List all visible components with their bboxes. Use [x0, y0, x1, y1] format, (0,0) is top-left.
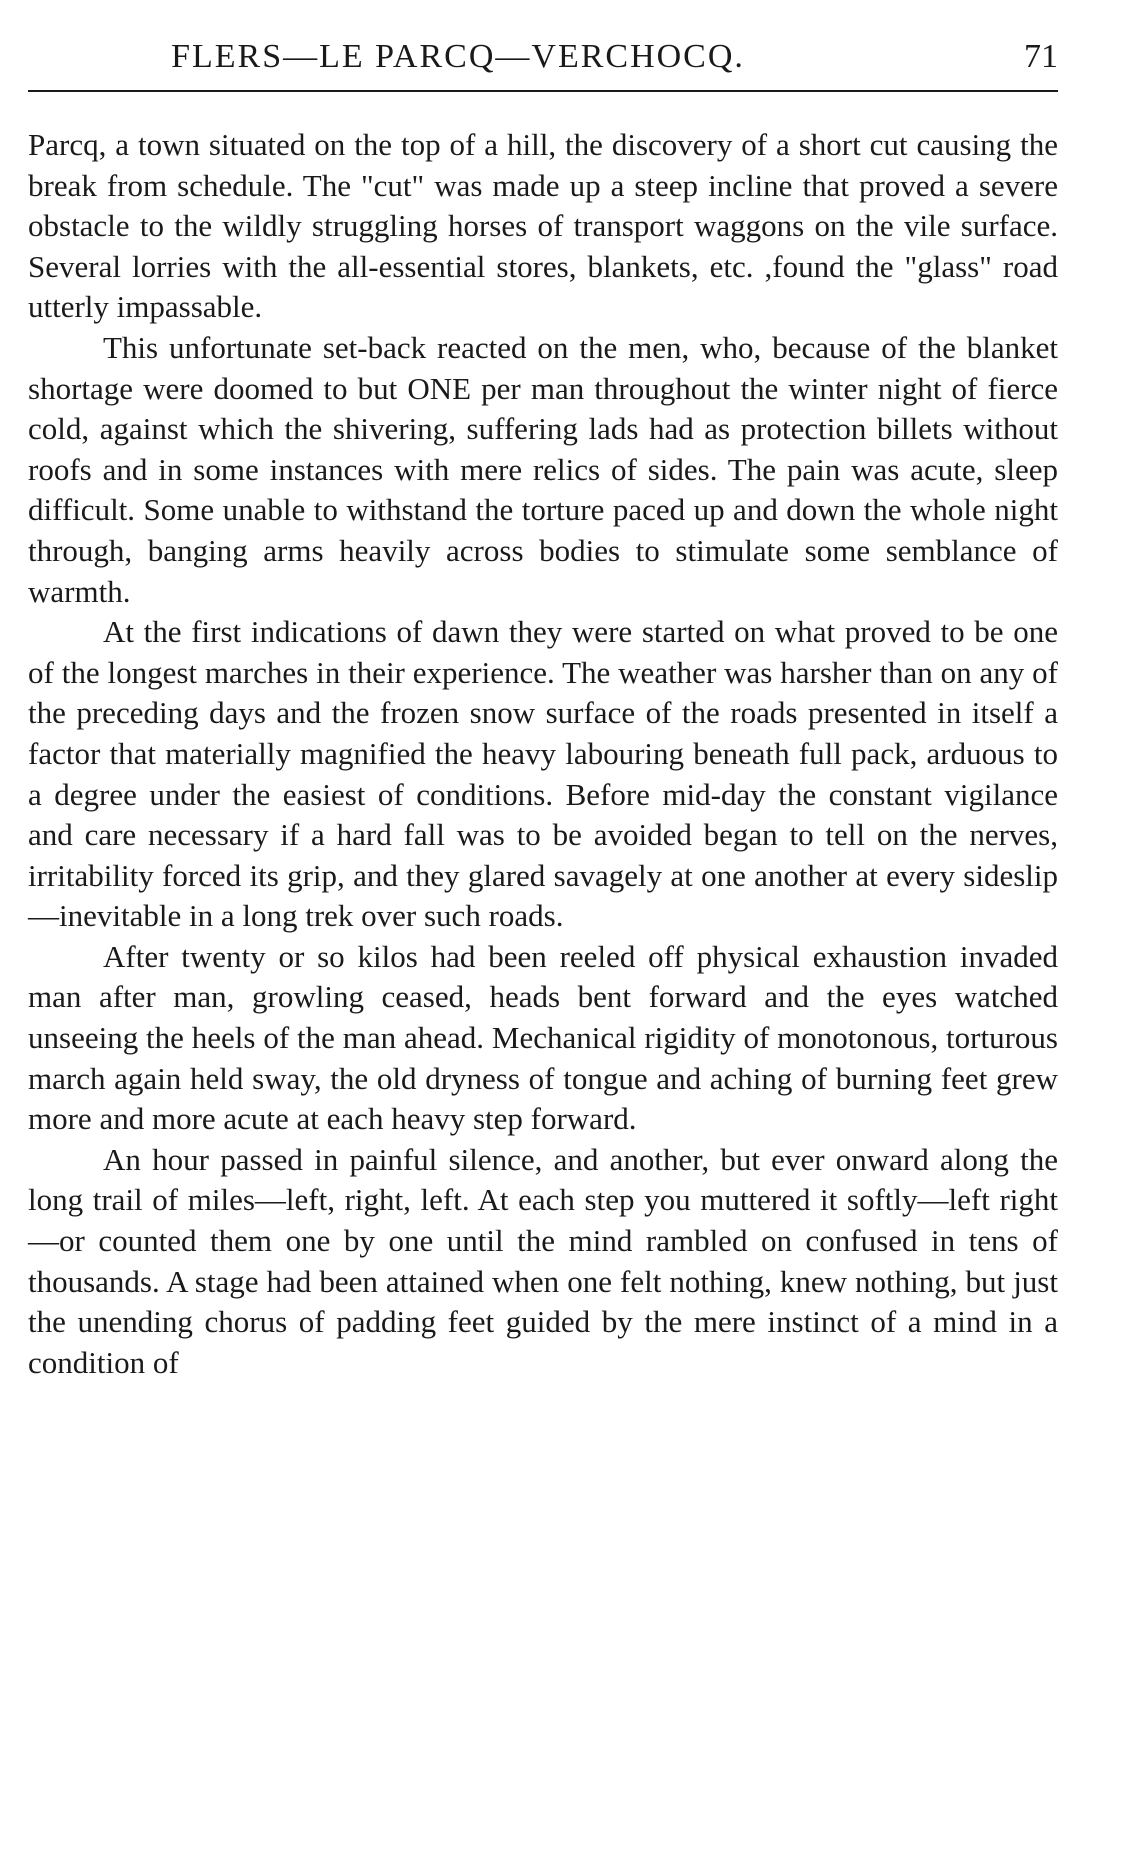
- paragraph: After twenty or so kilos had been reeled off physical exhaustion invaded man after man, growling ceased, heads bent forward and the eyes watched unseeing the heels of the man ahead. Mechanical rigidity of monotonous, torturous march again held sway, the old dryness of tongue and aching of burning feet grew more and more acute at each heavy step forward.: [28, 938, 1058, 1137]
- paragraph: This unfortunate set-back reacted on the men, who, because of the blanket shortage were doomed to but ONE per man throughout the winter night of fierce cold, against which the shivering, suffering lads had as protection billets without roofs and in some instances with mere relics of sides. The pain was acute, sleep difficult. Some unable to withstand the torture paced up and down the whole night through, banging arms heavily across bodies to stimulate some semblance of warmth.: [28, 329, 1058, 609]
- paragraph: An hour passed in painful silence, and another, but ever onward along the long trail of miles—left, right, left. At each step you muttered it softly—left right—or counted them one by one until the mind rambled on confused in tens of thousands. A stage had been attained when one felt nothing, knew nothing, but just the unending chorus of padding feet guided by the mere instinct of a mind in a condition of: [28, 1141, 1058, 1380]
- paragraph: Parcq, a town situated on the top of a hill, the discovery of a short cut causing the break from schedule. The "cut" was made up a steep incline that proved a severe obstacle to the wildly struggling horses of transport waggons on the vile surface. Several lorries with the all-essential stores, blankets, etc. ,found the "glass" road utterly impassable.: [28, 127, 1058, 325]
- running-title: FLERS—LE PARCQ—VERCHOCQ.: [171, 38, 745, 75]
- page-header: [28, 30, 1058, 80]
- paragraph: At the first indications of dawn they were started on what proved to be one of the longest marches in their experience. The weather was harsher than on any of the preceding days and the frozen snow surface of the roads presented in itself a factor that materially magnified the heavy labouring beneath full pack, arduous to a degree under the easiest of conditions. Before mid-day the constant vigilance and care necessary if a hard fall was to be avoided began to tell on the nerves, irritability forced its grip, and they glared savagely at one another at every sideslip—inevitable in a long trek over such roads.: [28, 614, 1058, 934]
- body-text: [28, 125, 1058, 1383]
- page-number: 71: [1024, 38, 1058, 75]
- book-page: [28, 0, 1058, 1859]
- header-rule: [28, 90, 1058, 92]
